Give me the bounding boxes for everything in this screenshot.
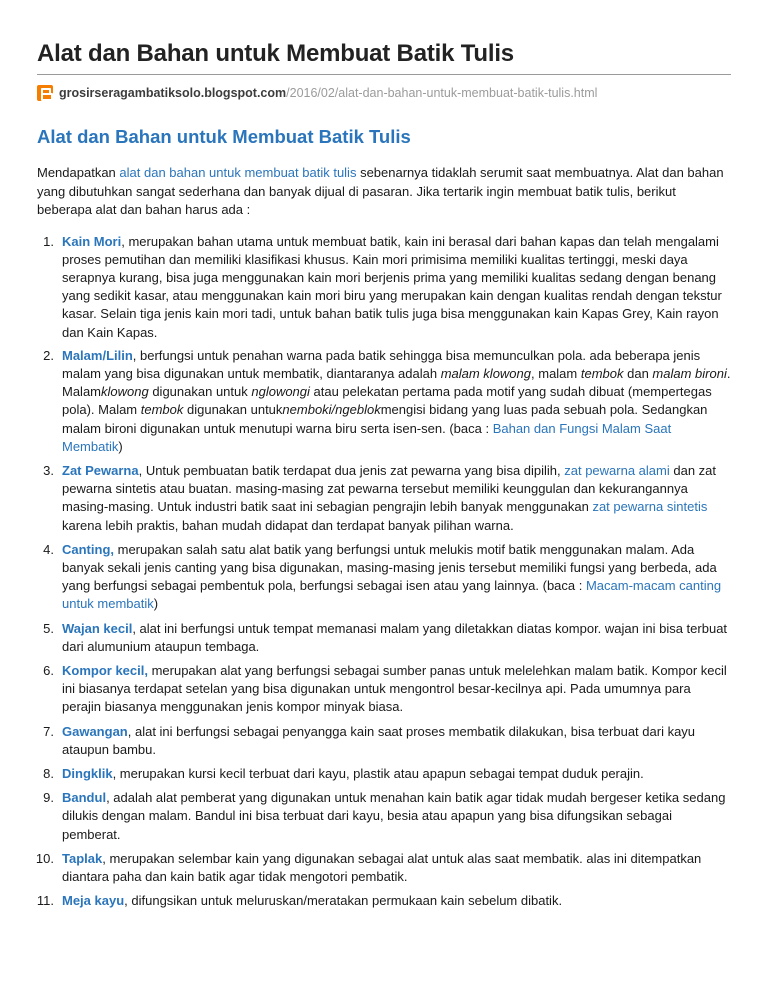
item-term[interactable]: Kain Mori — [62, 233, 122, 249]
item-text: karena lebih praktis, bahan mudah didapat dan terdapat banyak pilihan warna. — [62, 517, 514, 533]
list-item — [37, 723, 731, 759]
item-link[interactable]: Bahan dan Fungsi Malam Saat Membatik — [62, 420, 672, 454]
item-text: , Untuk pembuatan batik terdapat dua jenis zat pewarna yang bisa dipilih, — [138, 462, 565, 478]
source-line — [37, 83, 731, 103]
item-number: 3. — [43, 462, 54, 478]
item-text: mengisi bidang yang luas pada sebuah pola. Sedangkan malam bironi digunakan untuk menutupi warna biru serta isen-sen. (baca : — [62, 402, 708, 436]
item-text: ) — [153, 596, 159, 612]
document-title: Alat dan Bahan untuk Membuat Batik Tulis — [37, 40, 514, 67]
item-term[interactable]: Kompor kecil, — [62, 662, 148, 678]
item-text: atau pelekatan pertama pada motif yang sudah dibuat (mempertegas pola). Malam — [62, 384, 712, 418]
item-text: , alat ini berfungsi sebagai penyangga kain saat proses membatik dilakukan, bisa terbuat dari kayu ataupun bambu. — [62, 723, 696, 757]
list-item — [37, 765, 731, 783]
tools-list — [37, 233, 731, 911]
item-text: , merupakan kursi kecil terbuat dari kayu, plastik atau apapun sebagai tempat duduk perajin. — [112, 765, 644, 781]
item-text: , merupakan selembar kain yang digunakan sebagai alat untuk alas saat membatik. alas ini ditempatkan diantara paha dan kain batik agar tidak mengotori pembatik. — [62, 850, 702, 884]
list-item — [37, 541, 731, 614]
item-term[interactable]: Meja kayu — [62, 893, 125, 909]
intro-text-end: sebenarnya tidaklah serumit saat membuatnya. Alat dan bahan yang dibutuhkan sangat sederhana dan banyak dijual di pasaran. Jika tertarik ingin membuat batik tulis, berikut beberapa alat dan bahan harus ada : — [37, 165, 724, 217]
item-text: , difungsikan untuk meluruskan/meratakan permukaan kain sebelum dibatik. — [124, 893, 563, 909]
list-item — [37, 347, 731, 456]
item-text: , adalah alat pemberat yang digunakan untuk menahan kain batik agar tidak mudah bergeser ketika sedang dilukis dengan malam. Bandul ini bisa terbuat dari kayu, besia atau apapun yang bisa difungsikan sebagai pemberat. — [62, 790, 726, 842]
document-page — [37, 0, 731, 916]
item-italic: tembok — [140, 402, 184, 418]
item-number: 11. — [36, 893, 54, 909]
item-text: , berfungsi untuk penahan warna pada batik sehingga bisa memunculkan pola. ada beberapa jenis malam yang bisa digunakan untuk membatik, diantaranya adalah — [62, 347, 701, 381]
blogger-icon — [37, 85, 53, 101]
item-term[interactable]: Zat Pewarna — [62, 462, 139, 478]
item-number: 8. — [43, 765, 54, 781]
item-italic: tembok — [580, 365, 624, 381]
post-title: Alat dan Bahan untuk Membuat Batik Tulis — [37, 126, 411, 147]
item-italic: klowong — [101, 384, 149, 400]
item-term[interactable]: Gawangan — [62, 723, 128, 739]
item-italic: nemboki/ngeblok — [282, 402, 381, 418]
item-text: , malam — [531, 365, 581, 381]
item-link[interactable]: Macam-macam canting untuk membatik — [62, 578, 722, 612]
list-item — [37, 233, 731, 342]
item-italic: nglowongi — [251, 384, 310, 400]
item-term[interactable]: Taplak — [62, 850, 103, 866]
item-text: merupakan salah satu alat batik yang berfungsi untuk melukis motif batik menggunakan malam. Ada banyak sekali jenis canting yang bisa digunakan, masing-masing jenis tersebut memiliki fungsi yang berbeda, ada yang berfungsi sebagai pembentuk pola, berfungsi sebagai isen atau yang lainnya. (baca : — [62, 541, 717, 594]
item-term[interactable]: Bandul — [62, 790, 107, 806]
item-term[interactable]: Dingklik — [62, 765, 113, 781]
item-text: digunakan untuk — [183, 402, 283, 418]
item-term[interactable]: Canting, — [62, 541, 114, 557]
source-path-link[interactable]: /2016/02/alat-dan-bahan-untuk-membuat-batik-tulis.html — [286, 86, 598, 100]
intro-paragraph — [37, 164, 731, 220]
source-domain-link[interactable]: grosirseragambatiksolo.blogspot.com — [59, 86, 287, 100]
item-text: dan — [623, 365, 653, 381]
item-number: 9. — [43, 790, 54, 806]
item-text: digunakan untuk — [148, 384, 252, 400]
intro-text-start: Mendapatkan — [37, 165, 120, 180]
item-number: 6. — [43, 662, 54, 678]
item-link[interactable]: zat pewarna sintetis — [592, 499, 708, 515]
item-number: 7. — [43, 723, 54, 739]
list-item — [37, 850, 731, 886]
item-italic: malam klowong — [440, 365, 532, 381]
title-divider — [37, 74, 731, 75]
list-item — [37, 662, 731, 717]
item-italic: malam bironi — [652, 365, 727, 381]
item-number: 5. — [43, 620, 54, 636]
item-term[interactable]: Wajan kecil — [62, 620, 133, 636]
item-link[interactable]: zat pewarna alami — [564, 462, 670, 478]
item-number: 1. — [43, 233, 54, 249]
list-item — [37, 892, 731, 910]
item-text: ) — [118, 438, 123, 454]
item-text: , merupakan bahan utama untuk membuat batik, kain ini berasal dari bahan kapas dan telah mengalami proses pemutihan dan memiliki klasifikasi khusus. Kain mori primisima memiliki kualitas tertinggi, meski daya serapnya kurang, bisa juga menggunakan kain mori berjenis prima yang memiliki kualitas sedang dengan benang yang sedikit kasar, atau menggunakan kain mori biru yang merupakan kain dengan kualitas rendah dengan tekstur kasar. Selain tiga jenis kain mori tadi, untuk bahan batik tulis juga bisa menggunakan kain Kapas Grey, Kain rayon dan Kain Kapas. — [62, 233, 722, 340]
item-number: 4. — [43, 541, 54, 557]
item-text: merupakan alat yang berfungsi sebagai sumber panas untuk melelehkan malam batik. Kompor kecil ini biasanya terdapat setelan yang bisa digunakan untuk mengontrol besar-kecilnya api. Pada umumnya para perajin biasanya menggunakan jenis kompor minyak biasa. — [62, 662, 727, 715]
item-term[interactable]: Malam/Lilin — [62, 347, 133, 363]
list-item — [37, 462, 731, 535]
item-text: dan zat pewarna sintetis atau buatan. masing-masing zat pewarna tersebut memiliki keunggulan dan kekurangannya masing-masing. Untuk industri batik saat ini sebagian pengrajin lebih banyak menggunakan — [62, 462, 717, 515]
list-item — [37, 789, 731, 844]
list-item — [37, 620, 731, 656]
item-number: 2. — [43, 347, 54, 363]
item-number: 10. — [35, 850, 54, 866]
item-text: . Malam — [62, 365, 731, 400]
intro-link[interactable]: alat dan bahan untuk membuat batik tulis — [119, 165, 357, 180]
item-text: , alat ini berfungsi untuk tempat memanasi malam yang diletakkan diatas kompor. wajan ini bisa terbuat dari alumunium ataupun tembaga. — [62, 620, 728, 654]
